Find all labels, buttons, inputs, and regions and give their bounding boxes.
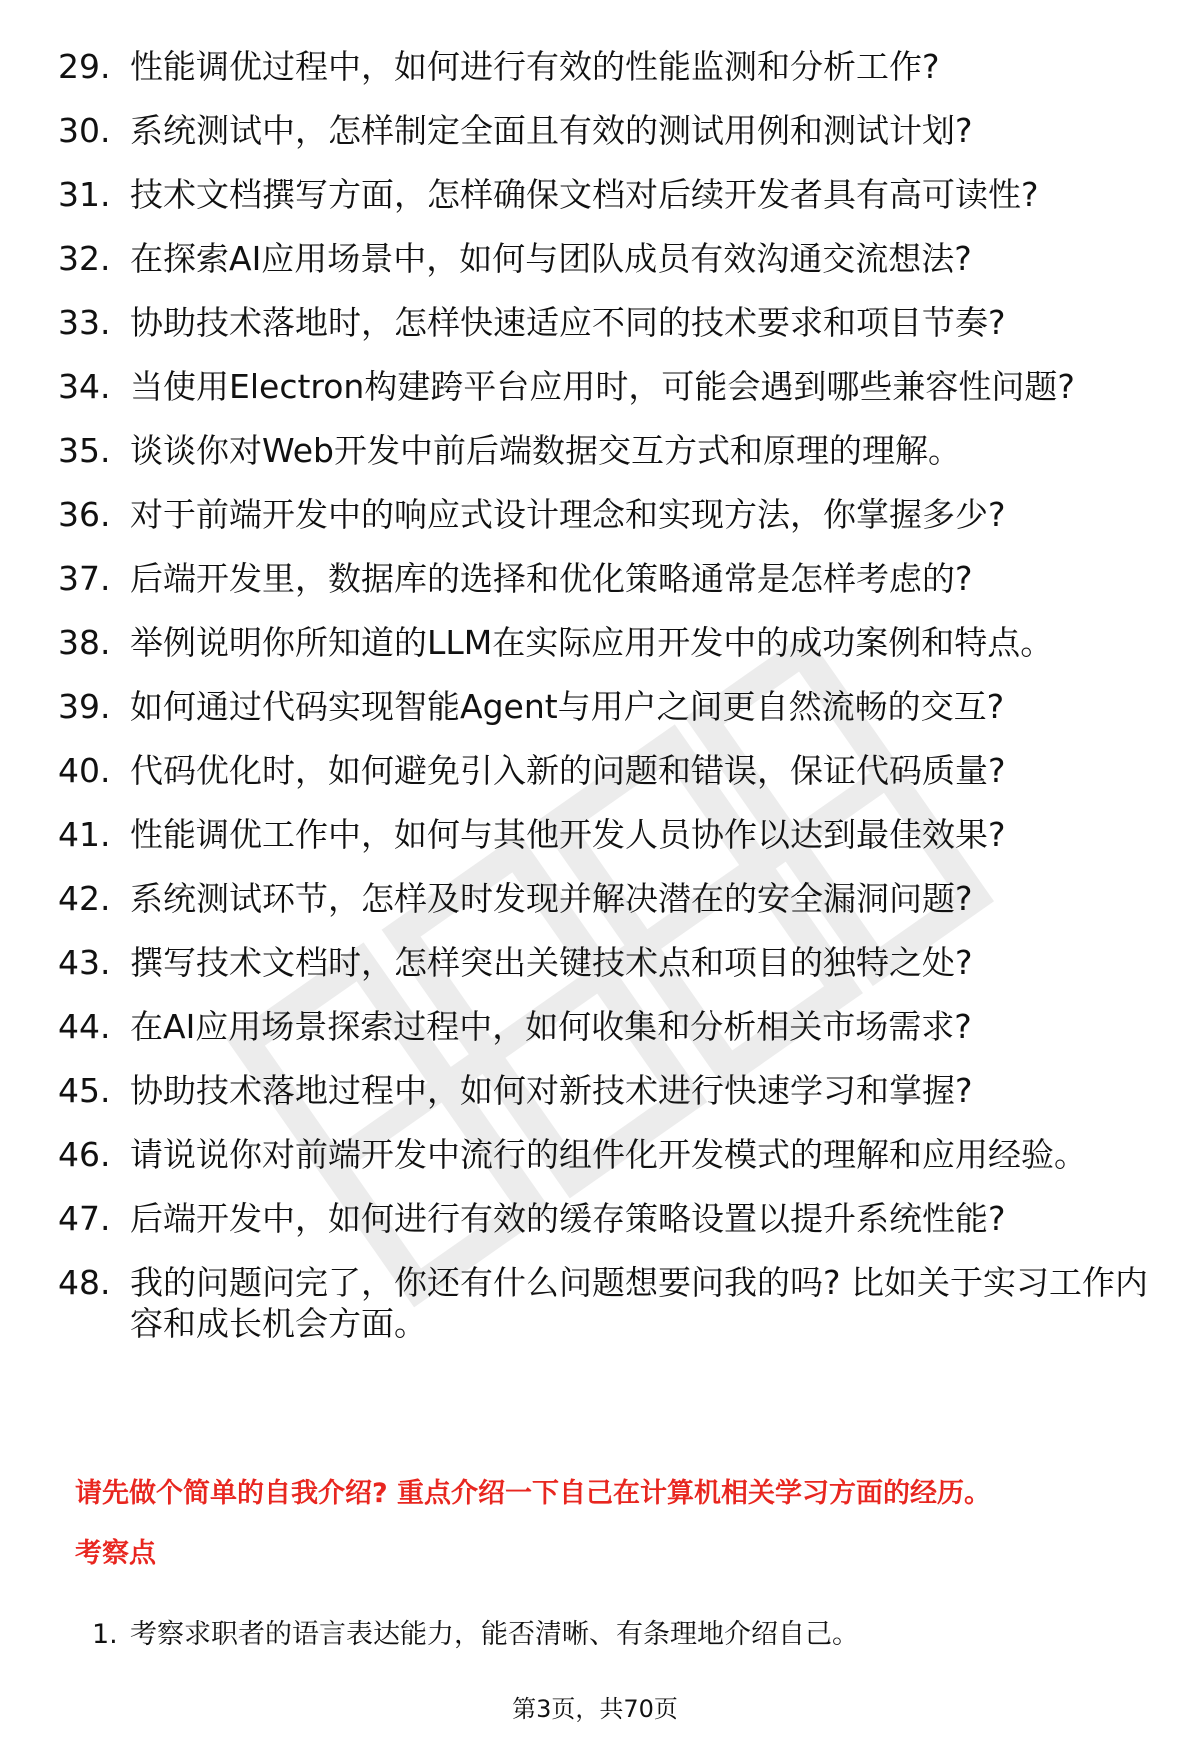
question-item — [58, 558, 1158, 599]
question-text: 系统测试环节，怎样及时发现并解决潜在的安全漏洞问题? — [130, 879, 973, 918]
question-number: 45. — [58, 1071, 111, 1110]
question-text: 后端开发中，如何进行有效的缓存策略设置以提升系统性能? — [130, 1199, 1006, 1238]
question-item — [58, 366, 1158, 407]
question-number: 34. — [58, 367, 111, 406]
question-item — [58, 174, 1158, 215]
question-item — [58, 238, 1158, 279]
question-text: 撰写技术文档时，怎样突出关键技术点和项目的独特之处? — [130, 943, 973, 982]
question-text: 代码优化时，如何避免引入新的问题和错误，保证代码质量? — [130, 751, 1006, 790]
question-text: 协助技术落地时，怎样快速适应不同的技术要求和项目节奏? — [130, 303, 1006, 342]
question-text: 对于前端开发中的响应式设计理念和实现方法，你掌握多少? — [130, 495, 1006, 534]
question-item — [58, 1070, 1158, 1111]
question-number: 40. — [58, 751, 111, 790]
question-item — [58, 942, 1158, 983]
question-number: 31. — [58, 175, 111, 214]
question-text: 协助技术落地过程中，如何对新技术进行快速学习和掌握? — [130, 1071, 973, 1110]
question-number: 38. — [58, 623, 111, 662]
question-text: 请说说你对前端开发中流行的组件化开发模式的理解和应用经验。 — [130, 1135, 1087, 1174]
question-item — [58, 1198, 1158, 1239]
question-text: 谈谈你对Web开发中前后端数据交互方式和原理的理解。 — [130, 431, 961, 470]
question-number: 48. — [58, 1263, 111, 1302]
question-number: 32. — [58, 239, 111, 278]
assessment-point — [92, 1617, 1152, 1653]
question-number: 35. — [58, 431, 111, 470]
question-number: 30. — [58, 111, 111, 150]
question-text: 系统测试中，怎样制定全面且有效的测试用例和测试计划? — [130, 111, 973, 150]
question-item — [58, 110, 1158, 151]
question-item — [58, 302, 1158, 343]
question-item — [58, 1262, 1158, 1344]
question-number: 43. — [58, 943, 111, 982]
question-number: 37. — [58, 559, 111, 598]
assessment-point-number: 1. — [92, 1619, 118, 1650]
question-number: 39. — [58, 687, 111, 726]
question-item — [58, 430, 1158, 471]
question-text: 举例说明你所知道的LLM在实际应用开发中的成功案例和特点。 — [130, 623, 1054, 662]
question-item — [58, 686, 1158, 727]
assessment-points-list — [92, 1617, 1152, 1653]
question-item — [58, 878, 1158, 919]
assessment-points-heading: 考察点 — [75, 1538, 156, 1569]
question-item — [58, 622, 1158, 663]
question-item — [58, 46, 1158, 87]
question-number: 47. — [58, 1199, 111, 1238]
page-number: 第3页，共70页 — [512, 1695, 678, 1723]
question-number: 41. — [58, 815, 111, 854]
question-number: 36. — [58, 495, 111, 534]
assessment-point-text: 考察求职者的语言表达能力，能否清晰、有条理地介绍自己。 — [130, 1619, 859, 1650]
question-item — [58, 494, 1158, 535]
question-item — [58, 750, 1158, 791]
question-list — [58, 46, 1158, 1367]
question-text: 性能调优过程中，如何进行有效的性能监测和分析工作? — [130, 47, 940, 86]
question-text: 性能调优工作中，如何与其他开发人员协作以达到最佳效果? — [130, 815, 1006, 854]
question-item — [58, 1134, 1158, 1175]
question-number: 44. — [58, 1007, 111, 1046]
question-heading: 请先做个简单的自我介绍? 重点介绍一下自己在计算机相关学习方面的经历。 — [75, 1478, 992, 1509]
question-text: 如何通过代码实现智能Agent与用户之间更自然流畅的交互? — [130, 687, 1005, 726]
question-item — [58, 814, 1158, 855]
question-text: 技术文档撰写方面，怎样确保文档对后续开发者具有高可读性? — [130, 175, 1039, 214]
question-number: 46. — [58, 1135, 111, 1174]
question-text: 我的问题问完了，你还有什么问题想要问我的吗? 比如关于实习工作内容和成长机会方面。 — [130, 1263, 1149, 1343]
question-number: 33. — [58, 303, 111, 342]
question-number: 42. — [58, 879, 111, 918]
question-text: 在探索AI应用场景中，如何与团队成员有效沟通交流想法? — [130, 239, 972, 278]
question-item — [58, 1006, 1158, 1047]
question-text: 在AI应用场景探索过程中，如何收集和分析相关市场需求? — [130, 1007, 972, 1046]
question-number: 29. — [58, 47, 111, 86]
question-text: 当使用Electron构建跨平台应用时，可能会遇到哪些兼容性问题? — [130, 367, 1075, 406]
question-text: 后端开发里，数据库的选择和优化策略通常是怎样考虑的? — [130, 559, 973, 598]
